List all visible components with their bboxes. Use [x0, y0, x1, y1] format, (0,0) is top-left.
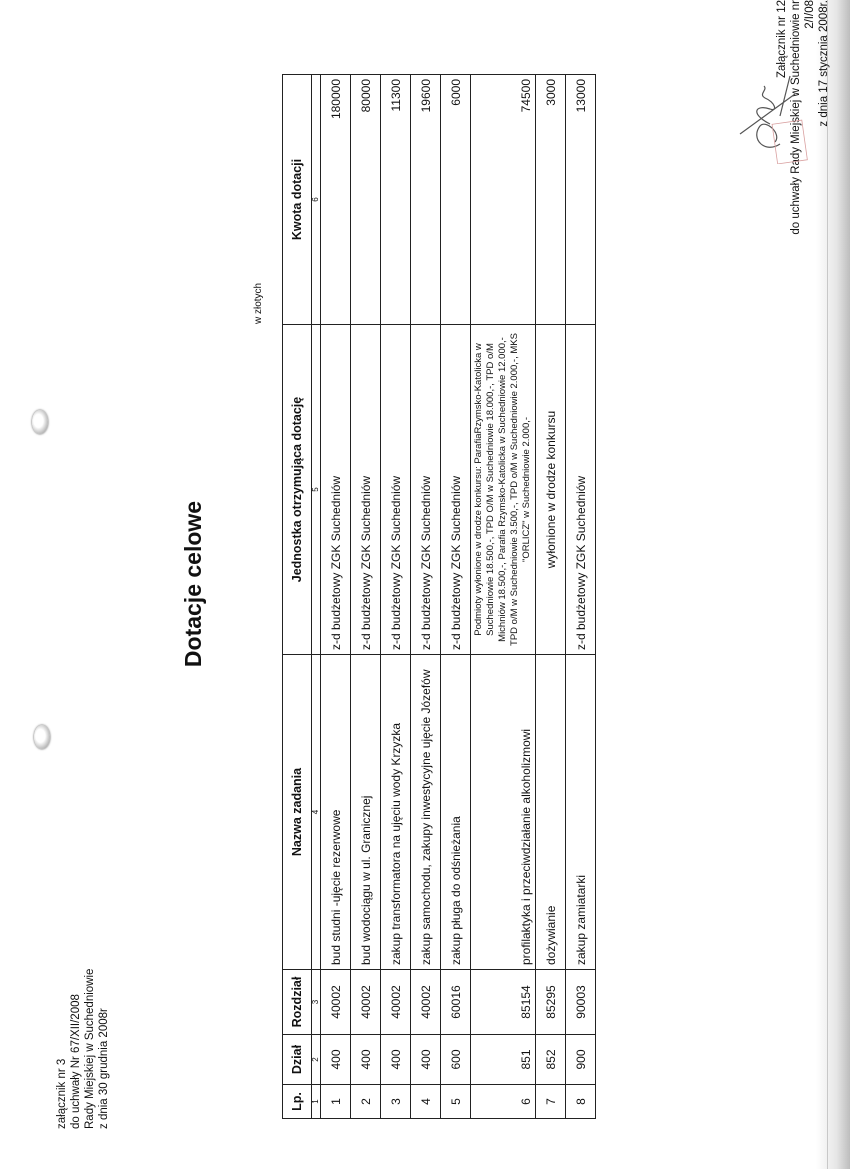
page-title: Dotacje celowe [180, 500, 206, 668]
cell-kwota: 13000 [566, 75, 596, 325]
cell-jednostka: z-d budżetowy ZGK Suchedniów [321, 325, 351, 655]
cell-dzial: 400 [411, 1035, 441, 1085]
header-left-line4: z dnia 30 grudnia 2008r [98, 1008, 110, 1129]
cell-jednostka: z-d budżetowy ZGK Suchedniów [441, 325, 471, 655]
column-number: 5 [312, 325, 321, 655]
cell-rozdzial: 85154 [471, 970, 536, 1035]
header-right-line2: do uchwały Rady Miejskiej w Suchedniowie nr 2/I/08 [790, 0, 816, 235]
cell-nazwa: zakup samochodu, zakupy inwestycyjne ujęcie Józefów [411, 655, 441, 970]
cell-dzial: 851 [471, 1035, 536, 1085]
cell-rozdzial: 85295 [536, 970, 566, 1035]
table-row [441, 75, 471, 1119]
header-left-annotation [55, 969, 111, 1129]
cell-rozdzial: 40002 [381, 970, 411, 1035]
column-number: 6 [312, 75, 321, 325]
cell-lp: 5 [441, 1085, 471, 1119]
cell-jednostka: z-d budżetowy ZGK Suchedniów [351, 325, 381, 655]
cell-kwota: 19600 [411, 75, 441, 325]
cell-dzial: 400 [351, 1035, 381, 1085]
header-nazwa-zadania: Nazwa zadania [283, 655, 312, 970]
column-number-row [312, 75, 321, 1119]
cell-lp: 1 [321, 1085, 351, 1119]
cell-lp: 4 [411, 1085, 441, 1119]
table-row [321, 75, 351, 1119]
unit-label: w złotych [253, 282, 264, 324]
cell-dzial: 400 [321, 1035, 351, 1085]
cell-lp: 2 [351, 1085, 381, 1119]
column-number: 3 [312, 970, 321, 1035]
cell-lp: 7 [536, 1085, 566, 1119]
header-lp: Lp. [283, 1085, 312, 1119]
header-left-line2: do uchwały Nr 67/XII/2008 [70, 994, 82, 1129]
column-number: 4 [312, 655, 321, 970]
cell-kwota: 3000 [536, 75, 566, 325]
table-row [411, 75, 441, 1119]
cell-lp: 6 [471, 1085, 536, 1119]
cell-jednostka: z-d budżetowy ZGK Suchedniów [381, 325, 411, 655]
cell-jednostka: Podmioty wyłonione w drodze konkursu: ParafiaRzymsko-Katolicka w Suchedniowie 18.500,-, TPD O/M w Suchedniowie 18.000,-, TPD o/M Michniów 18.500,-, Parafia Rzymsko-Katolicka w Suchedniowie 12.000,- TPD o/M w Suchedniowie 3.500,-, TPD o/M w Suchedniowie 2.000,-, MKS "ORLICZ" w Suchedniowie 2.000,- [471, 325, 536, 655]
cell-nazwa: zakup zamiatarki [566, 655, 596, 970]
header-kwota: Kwota dotacji [283, 75, 312, 325]
cell-kwota: 6000 [441, 75, 471, 325]
cell-jednostka: z-d budżetowy ZGK Suchedniów [411, 325, 441, 655]
table-row [351, 75, 381, 1119]
cell-jednostka: wyłonione w drodze konkursu [536, 325, 566, 655]
cell-nazwa: bud studni -ujęcie rezerwowe [321, 655, 351, 970]
cell-dzial: 852 [536, 1035, 566, 1085]
cell-kwota: 11300 [381, 75, 411, 325]
header-right-line1: Załącznik nr 12 [776, 0, 788, 78]
cell-dzial: 600 [441, 1035, 471, 1085]
column-number: 2 [312, 1035, 321, 1085]
cell-kwota: 180000 [321, 75, 351, 325]
cell-dzial: 900 [566, 1035, 596, 1085]
table-row [471, 75, 536, 1119]
header-left-line1: załącznik nr 3 [56, 1058, 68, 1129]
cell-kwota: 74500 [471, 75, 536, 325]
cell-rozdzial: 40002 [321, 970, 351, 1035]
header-right-line3: z dnia 17 stycznia 2008r. [818, 0, 830, 127]
table-row [536, 75, 566, 1119]
header-dzial: Dział [283, 1035, 312, 1085]
cell-dzial: 400 [381, 1035, 411, 1085]
table-header-row [283, 75, 312, 1119]
handwritten-signature [720, 74, 810, 164]
cell-nazwa: profilaktyka i przeciwdziałanie alkoholizmowi [471, 655, 536, 970]
header-rozdzial: Rozdział [283, 970, 312, 1035]
grants-table [282, 74, 596, 1119]
header-left-line3: Rady Miejskiej w Suchedniowie [84, 968, 96, 1129]
cell-rozdzial: 40002 [411, 970, 441, 1035]
cell-kwota: 80000 [351, 75, 381, 325]
cell-lp: 8 [566, 1085, 596, 1119]
cell-nazwa: zakup pługa do odśnieżania [441, 655, 471, 970]
table-row [381, 75, 411, 1119]
cell-nazwa: bud wodociągu w ul. Granicznej [351, 655, 381, 970]
header-jednostka: Jednostka otrzymująca dotację [283, 325, 312, 655]
cell-lp: 3 [381, 1085, 411, 1119]
column-number: 1 [312, 1085, 321, 1119]
cell-nazwa: zakup transformatora na ujęciu wody Krzyzka [381, 655, 411, 970]
cell-rozdzial: 60016 [441, 970, 471, 1035]
table-row [566, 75, 596, 1119]
cell-rozdzial: 40002 [351, 970, 381, 1035]
cell-rozdzial: 90003 [566, 970, 596, 1035]
cell-jednostka: z-d budżetowy ZGK Suchedniów [566, 325, 596, 655]
cell-nazwa: dożywianie [536, 655, 566, 970]
